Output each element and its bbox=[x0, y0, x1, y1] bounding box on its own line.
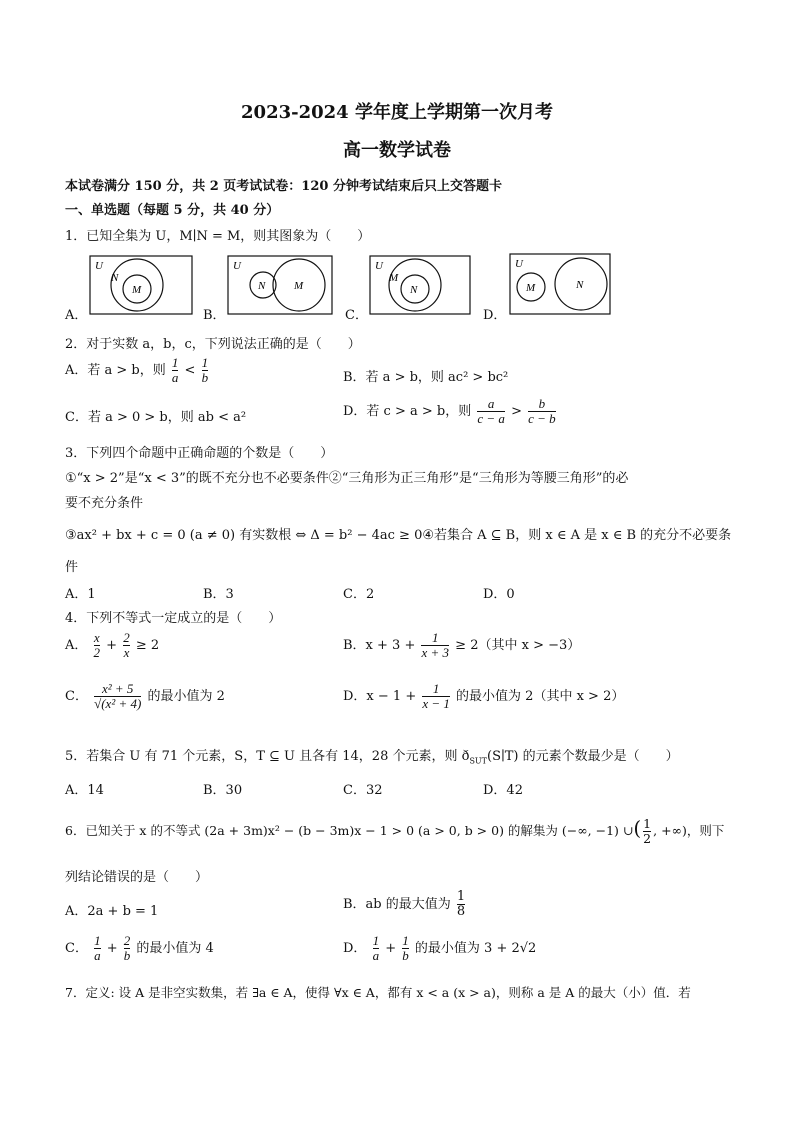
q3-statement-line-4: 件 bbox=[65, 560, 79, 575]
svg-text:N: N bbox=[576, 279, 584, 291]
q1-option-d-label: D． bbox=[483, 308, 507, 323]
svg-text:U: U bbox=[375, 260, 383, 272]
question-6-stem: 6．已知关于 x 的不等式 (2a + 3m)x² − (b − 3m)x − 1 > 0 (a > 0, b > 0) 的解集为 (−∞, −1) ∪( $\frac{1}{2}$ , +∞)，则下 bbox=[65, 816, 725, 846]
svg-text:N: N bbox=[111, 272, 119, 284]
q3-statement-line-1: ①“x > 2”是“x < 3”的既不充分也不必要条件②“三角形为正三角形”是“三角形为等腰三角形”的必 bbox=[65, 471, 629, 486]
question-5-stem: 5．若集合 U 有 71 个元素，S，T ⊆ U 且各有 14，28 个元素，则 $ð_{SUT}(S∣T)$ 的元素个数最少是（ ） bbox=[65, 749, 679, 766]
q1-option-c-label: C． bbox=[345, 308, 368, 323]
q4-option-a: A． $\frac{x}{2}$ + $\frac{2}{x}$ ≥ 2 bbox=[65, 630, 160, 660]
venn-diagram-d bbox=[509, 253, 611, 315]
q2-option-c: C．若 a > 0 > b，则 ab < a² bbox=[65, 410, 247, 425]
q6-option-c: C． $\frac{1}{a}$ + $\frac{2}{b}$ 的最小值为 4 bbox=[65, 933, 214, 963]
q6-option-d: D． $\frac{1}{a}$ + $\frac{1}{b}$ 的最小值为 3 + 2√2 bbox=[343, 933, 537, 963]
q3-option-a: A．1 bbox=[65, 587, 96, 602]
q5-option-b: B．30 bbox=[203, 783, 243, 798]
q3-option-b: B．3 bbox=[203, 587, 234, 602]
q6-option-b: B．ab 的最大值为 $\frac{1}{8}$ bbox=[343, 889, 466, 919]
q1-option-b-label: B． bbox=[203, 308, 226, 323]
exam-note: 本试卷满分 150 分，共 2 页考试试卷：120 分钟考试结束后只上交答题卡 bbox=[65, 179, 502, 194]
venn-diagram-c bbox=[369, 255, 471, 315]
question-4-stem: 4．下列不等式一定成立的是（ ） bbox=[65, 611, 282, 626]
q3-statement-line-2: 要不充分条件 bbox=[65, 496, 144, 511]
question-7-stem: 7．定义: 设 A 是非空实数集，若 ∃a ∈ A，使得 ∀x ∈ A，都有 x < a (x > a)，则称 a 是 A 的最大（小）值．若 bbox=[65, 985, 691, 1000]
exam-subtitle: 高一数学试卷 bbox=[343, 140, 451, 161]
q4-option-b: B．x + 3 + $\frac{1}{x + 3}$ ≥ 2（其中 x > −3） bbox=[343, 630, 581, 660]
q2-option-d: D．若 c > a > b，则 $\frac{a}{c - a}$ > $\frac{b}{c - b}$ bbox=[343, 396, 556, 426]
svg-text:M: M bbox=[389, 272, 399, 284]
q5-option-a: A．14 bbox=[65, 783, 104, 798]
svg-text:M: M bbox=[132, 284, 142, 296]
exam-title: 2023-2024 学年度上学期第一次月考 bbox=[241, 102, 553, 123]
q1-option-a-label: A． bbox=[65, 308, 88, 323]
q6-option-a: A．2a + b = 1 bbox=[65, 904, 159, 919]
question-2-stem: 2．对于实数 a，b，c，下列说法正确的是（ ） bbox=[65, 337, 361, 352]
svg-text:M: M bbox=[294, 280, 304, 292]
svg-text:M: M bbox=[526, 282, 536, 294]
svg-text:N: N bbox=[258, 280, 266, 292]
venn-diagram-a bbox=[89, 255, 193, 315]
svg-text:N: N bbox=[410, 284, 418, 296]
svg-text:U: U bbox=[515, 258, 523, 270]
q3-option-d: D．0 bbox=[483, 587, 515, 602]
question-6-stem-continued: 列结论错误的是（ ） bbox=[65, 870, 209, 885]
q2-option-a: A．若 a > b，则 $\frac{1}{a}$ < $\frac{1}{b}$ bbox=[65, 355, 209, 385]
q4-option-d: D．x − 1 + $\frac{1}{x - 1}$ 的最小值为 2（其中 x > 2） bbox=[343, 681, 625, 711]
q3-statement-line-3: ③ax² + bx + c = 0 (a ≠ 0) 有实数根 ⇔ Δ = b² − 4ac ≥ 0④若集合 A ⊆ B，则 x ∈ A 是 x ∈ B 的充分不必要条 bbox=[65, 528, 732, 543]
venn-diagram-b bbox=[227, 255, 333, 315]
q3-option-c: C．2 bbox=[343, 587, 375, 602]
q5-option-c: C．32 bbox=[343, 783, 383, 798]
q2-option-b: B．若 a > b，则 ac² > bc² bbox=[343, 370, 509, 385]
q5-option-d: D．42 bbox=[483, 783, 523, 798]
section-heading: 一、单选题（每题 5 分，共 40 分） bbox=[65, 203, 280, 218]
svg-text:U: U bbox=[233, 260, 241, 272]
svg-text:U: U bbox=[95, 260, 103, 272]
question-3-stem: 3．下列四个命题中正确命题的个数是（ ） bbox=[65, 446, 334, 461]
q4-option-c: C． $\frac{\text{x² + 5}}{\text{√(x² + 4)}}$ 的最小值为 2 bbox=[65, 681, 225, 711]
question-1-stem: 1．已知全集为 U，M∣N = M，则其图象为（ ） bbox=[65, 229, 371, 244]
